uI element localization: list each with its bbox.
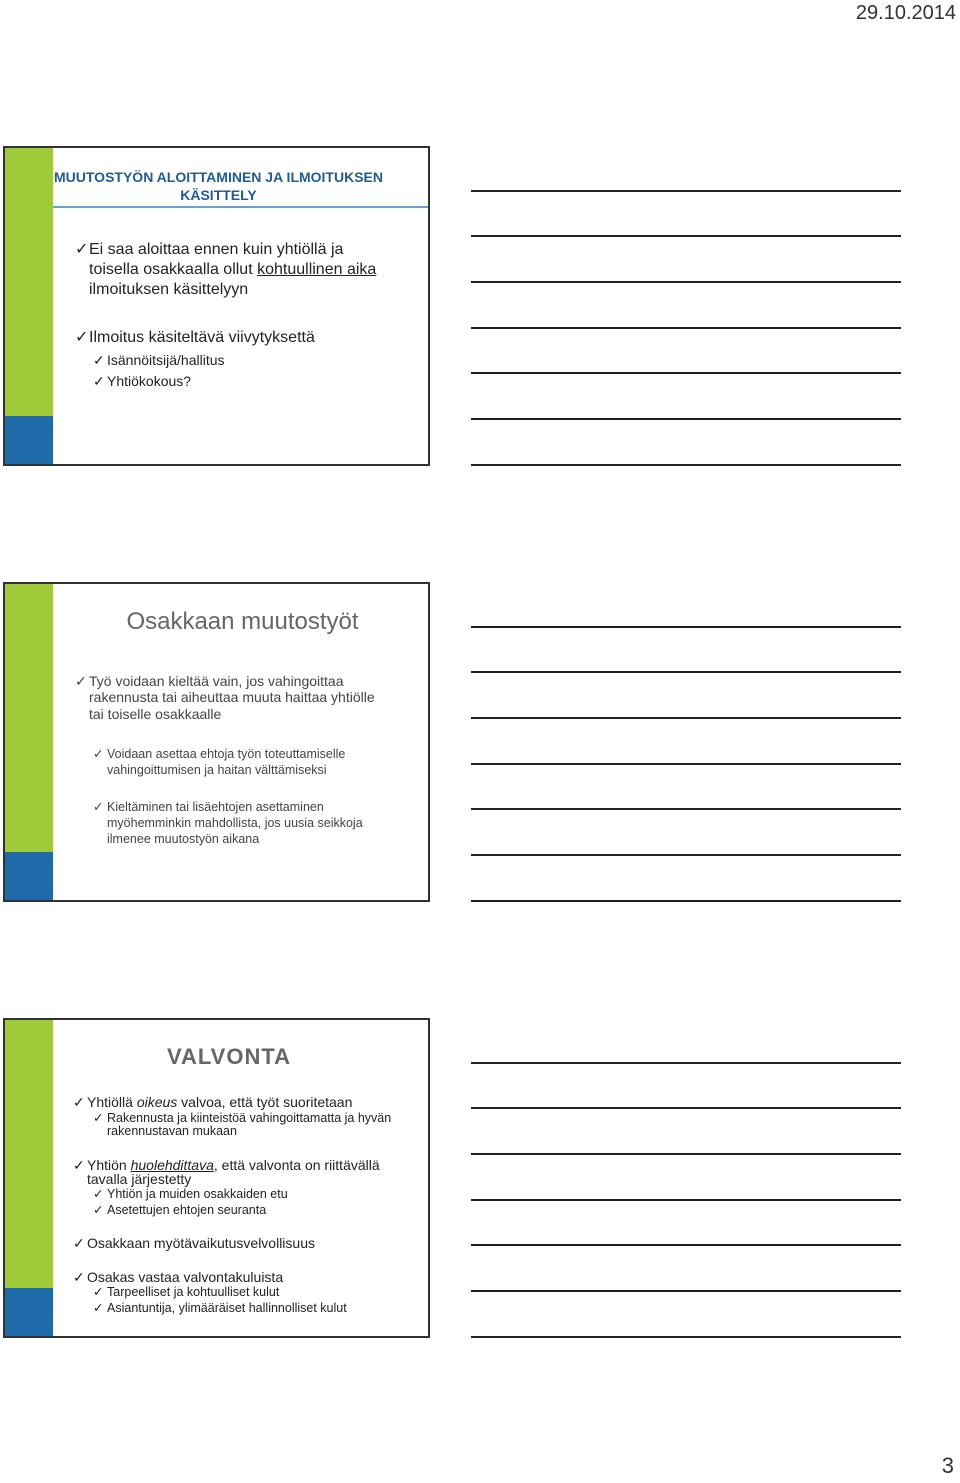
check-icon: ✓ [93, 747, 104, 761]
bullet-1 [73, 1095, 352, 1109]
title-line-2: KÄSITTELY [180, 187, 257, 203]
sub-bullet-1 [93, 351, 225, 369]
note-line [471, 464, 901, 466]
bullet-text: Rakennusta ja kiinteistöä vahingoittamatta ja hyvän [107, 1111, 392, 1125]
check-icon: ✓ [93, 1111, 104, 1125]
check-icon: ✓ [93, 352, 105, 368]
bullet-text: Osakkaan myötävaikutusvelvollisuus [87, 1235, 315, 1251]
page-number: 3 [941, 1453, 954, 1478]
bullet-1-line-3: tai toiselle osakkaalle [89, 706, 222, 722]
bullet-text: Yhtiön ja muiden osakkaiden etu [107, 1187, 288, 1201]
bullet-text: Yhtiöllä [87, 1094, 137, 1110]
check-icon: ✓ [75, 241, 89, 258]
slide-3-content [53, 1020, 428, 1336]
slide-1-title [5, 168, 430, 204]
accent-bar-green [5, 1020, 53, 1292]
note-line [471, 671, 901, 673]
slide-3-title: VALVONTA [166, 1044, 292, 1069]
bullet-1 [75, 240, 343, 260]
header-date: 29.10.2014 [855, 2, 956, 24]
sub-bullet-2 [93, 1188, 288, 1201]
bullet-1-line-2 [89, 260, 376, 280]
note-line [471, 190, 901, 192]
slide-2-title: Osakkaan muutostyöt [126, 608, 359, 635]
check-icon: ✓ [93, 373, 105, 389]
check-icon: ✓ [75, 673, 87, 689]
bullet-text: valvoa, että työt suoritetaan [177, 1094, 353, 1110]
slide-1-content [53, 148, 428, 464]
slide-2 [3, 582, 430, 902]
check-icon: ✓ [73, 1235, 85, 1251]
slide-3 [3, 1018, 430, 1338]
bullet-2-line-2: tavalla järjestetty [87, 1171, 192, 1187]
title-line-1: MUUTOSTYÖN ALOITTAMINEN JA ILMOITUKSEN [54, 169, 383, 185]
slide-1 [3, 146, 430, 466]
check-icon: ✓ [73, 1094, 85, 1110]
underlined-text: kohtuullinen aika [257, 261, 377, 278]
accent-bar-blue [5, 852, 53, 900]
note-line [471, 1336, 901, 1338]
note-line [471, 418, 901, 420]
bullet-text: toisella osakkaalla ollut [89, 261, 258, 278]
bullet-1 [75, 673, 344, 689]
note-line [471, 1062, 901, 1064]
bullet-text: Työ voidaan kieltää vain, jos vahingoittaa [89, 673, 344, 689]
sub-bullet-5 [93, 1302, 347, 1315]
note-line [471, 763, 901, 765]
bullet-text: Osakas vastaa valvontakuluista [87, 1269, 284, 1285]
note-line [471, 372, 901, 374]
check-icon: ✓ [93, 1187, 104, 1201]
note-line [471, 900, 901, 902]
italic-text: huolehdittava [130, 1157, 214, 1173]
bullet-text: Asiantuntija, ylimääräiset hallinnolliset kulut [107, 1301, 347, 1315]
title-divider [53, 206, 428, 208]
sub-bullet-1-line-2: rakennustavan mukaan [107, 1124, 237, 1138]
italic-text: oikeus [136, 1094, 178, 1110]
check-icon: ✓ [93, 1301, 104, 1315]
note-line [471, 1107, 901, 1109]
bullet-2 [73, 1158, 380, 1172]
check-icon: ✓ [93, 1203, 104, 1217]
bullet-3 [73, 1236, 315, 1250]
slide-2-content [53, 584, 428, 900]
accent-bar-blue [5, 416, 53, 464]
check-icon: ✓ [93, 1285, 104, 1299]
bullet-text: Tarpeelliset ja kohtuulliset kulut [107, 1285, 280, 1299]
sub-bullet-2-line-3: ilmenee muutostyön aikana [107, 832, 260, 846]
note-line [471, 808, 901, 810]
note-line [471, 717, 901, 719]
check-icon: ✓ [93, 800, 104, 814]
check-icon: ✓ [73, 1157, 85, 1173]
sub-bullet-4 [93, 1286, 279, 1299]
sub-bullet-3 [93, 1204, 266, 1217]
bullet-text: Ei saa aloittaa ennen kuin yhtiöllä ja [89, 241, 344, 258]
accent-bar-blue [5, 1288, 53, 1336]
check-icon: ✓ [75, 329, 89, 346]
sub-bullet-2 [93, 799, 324, 815]
note-line [471, 1199, 901, 1201]
note-line [471, 854, 901, 856]
note-line [471, 327, 901, 329]
bullet-text: Ilmoitus käsiteltävä viivytyksettä [89, 329, 315, 346]
note-line [471, 281, 901, 283]
bullet-1-line-3: ilmoituksen käsittelyyn [89, 281, 249, 298]
sub-bullet-1 [93, 746, 345, 762]
note-line [471, 626, 901, 628]
bullet-1-line-2: rakennusta tai aiheuttaa muuta haittaa yhtiölle [89, 689, 375, 705]
note-line [471, 235, 901, 237]
bullet-text: , että valvonta on riittävällä [213, 1157, 380, 1173]
bullet-2 [75, 328, 315, 348]
sub-bullet-2-line-2: myöhemminkin mahdollista, jos uusia seikkoja [107, 816, 363, 830]
bullet-text: Voidaan asettaa ehtoja työn toteuttamiselle [107, 747, 346, 761]
sub-bullet-1-line-2: vahingoittumisen ja haitan välttämiseksi [107, 763, 327, 777]
bullet-text: Kieltäminen tai lisäehtojen asettaminen [107, 800, 324, 814]
bullet-text: Asetettujen ehtojen seuranta [107, 1203, 267, 1217]
bullet-text: Yhtiökokous? [107, 373, 192, 389]
note-line [471, 1244, 901, 1246]
bullet-text: Yhtiön [87, 1157, 131, 1173]
bullet-text: Isännöitsijä/hallitus [107, 352, 225, 368]
sub-bullet-2 [93, 372, 191, 390]
note-line [471, 1290, 901, 1292]
bullet-4 [73, 1270, 283, 1284]
note-line [471, 1153, 901, 1155]
check-icon: ✓ [73, 1269, 85, 1285]
accent-bar-green [5, 584, 53, 856]
